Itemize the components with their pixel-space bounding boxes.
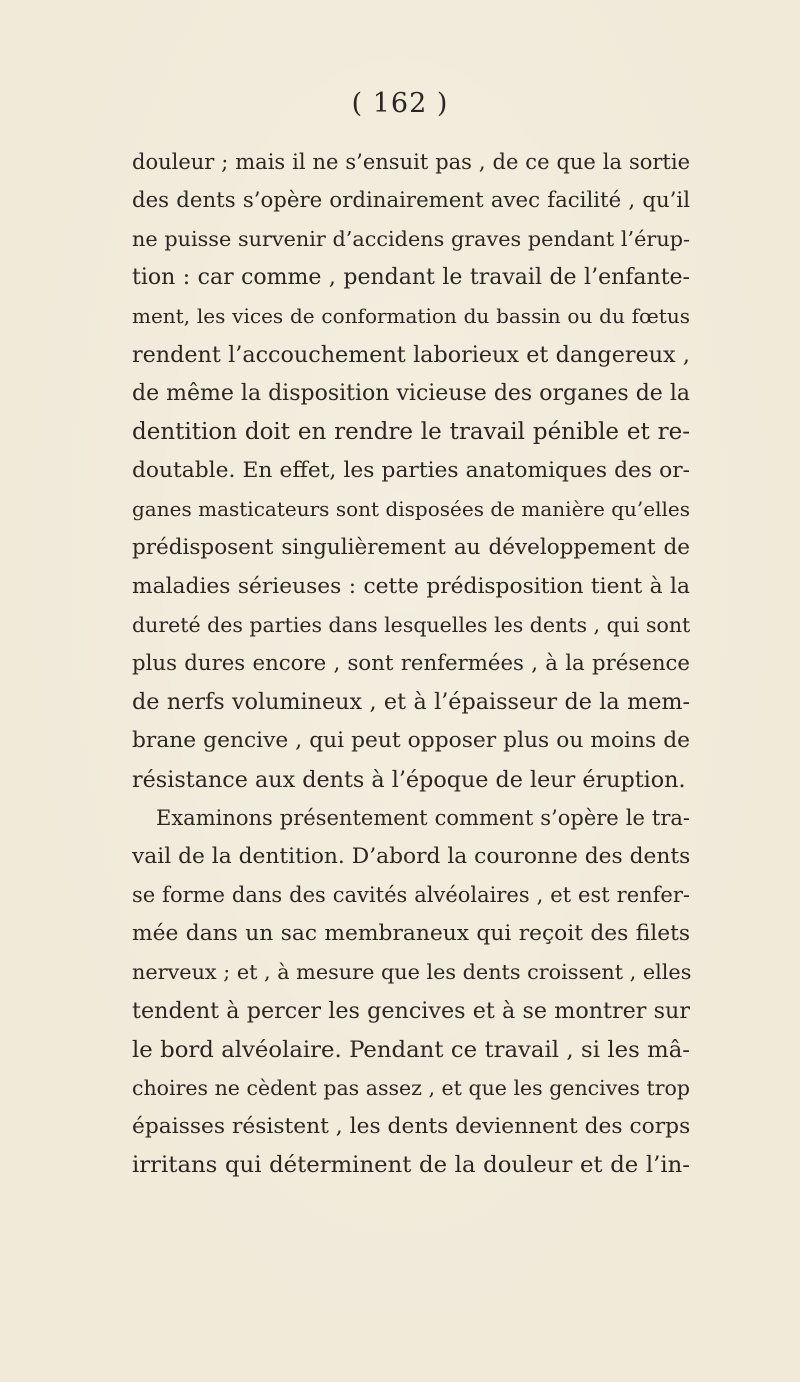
text-line: prédisposent singulièrement au développement de — [132, 534, 690, 560]
text-line: tendent à percer les gencives et à se montrer sur — [132, 998, 690, 1025]
text-line: des dents s’opère ordinairement avec facilité , qu’il — [132, 187, 690, 213]
body-text — [132, 143, 690, 1185]
paragraph-2 — [132, 799, 690, 1185]
text-line: vail de la dentition. D’abord la couronne des dents — [132, 843, 691, 869]
text-line: nerveux ; et , à mesure que les dents croissent , elles — [132, 960, 692, 985]
text-line: douleur ; mais il ne s’ensuit pas , de ce que la sortie — [132, 150, 690, 174]
text-line: dentition doit en rendre le travail pénible et re- — [132, 419, 690, 446]
paragraph-1 — [132, 143, 690, 799]
text-line: ganes masticateurs sont disposées de manière qu’elles — [132, 497, 690, 522]
text-line: se forme dans des cavités alvéolaires , et est renfer- — [132, 883, 690, 908]
text-line: ment, les vices de conformation du bassin ou du fœtus — [132, 304, 690, 329]
text-line: mée dans un sac membraneux qui reçoit des filets — [132, 920, 690, 946]
text-line: tion : car comme , pendant le travail de l’enfante- — [132, 264, 690, 290]
text-line: rendent l’accouchement laborieux et dangereux , — [132, 341, 690, 368]
text-line: Examinons présentement comment s’opère le tra- — [156, 806, 690, 831]
text-line: irritans qui déterminent de la douleur et de l’in- — [132, 1152, 690, 1179]
text-line: ne puisse survenir d’accidens graves pendant l’érup- — [132, 227, 690, 252]
text-line: plus dures encore , sont renfermées , à la présence — [132, 650, 690, 676]
text-line: de nerfs volumineux , et à l’épaisseur de la mem- — [132, 689, 690, 716]
text-line: de même la disposition vicieuse des organes de la — [132, 380, 690, 406]
text-line: le bord alvéolaire. Pendant ce travail , si les mâ- — [132, 1036, 690, 1063]
page-number: ( 162 ) — [351, 88, 449, 119]
text-line: résistance aux dents à l’époque de leur éruption. — [132, 766, 686, 793]
text-line: dureté des parties dans lesquelles les dents , qui sont — [132, 613, 691, 638]
text-line: choires ne cèdent pas assez , et que les gencives trop — [132, 1076, 690, 1101]
text-line: brane gencive , qui peut opposer plus ou moins de — [132, 727, 690, 753]
text-line: doutable. En effet, les parties anatomiques des or- — [132, 457, 690, 483]
text-line: maladies sérieuses : cette prédisposition tient à la — [132, 573, 690, 599]
text-line: épaisses résistent , les dents deviennent des corps — [132, 1113, 691, 1139]
